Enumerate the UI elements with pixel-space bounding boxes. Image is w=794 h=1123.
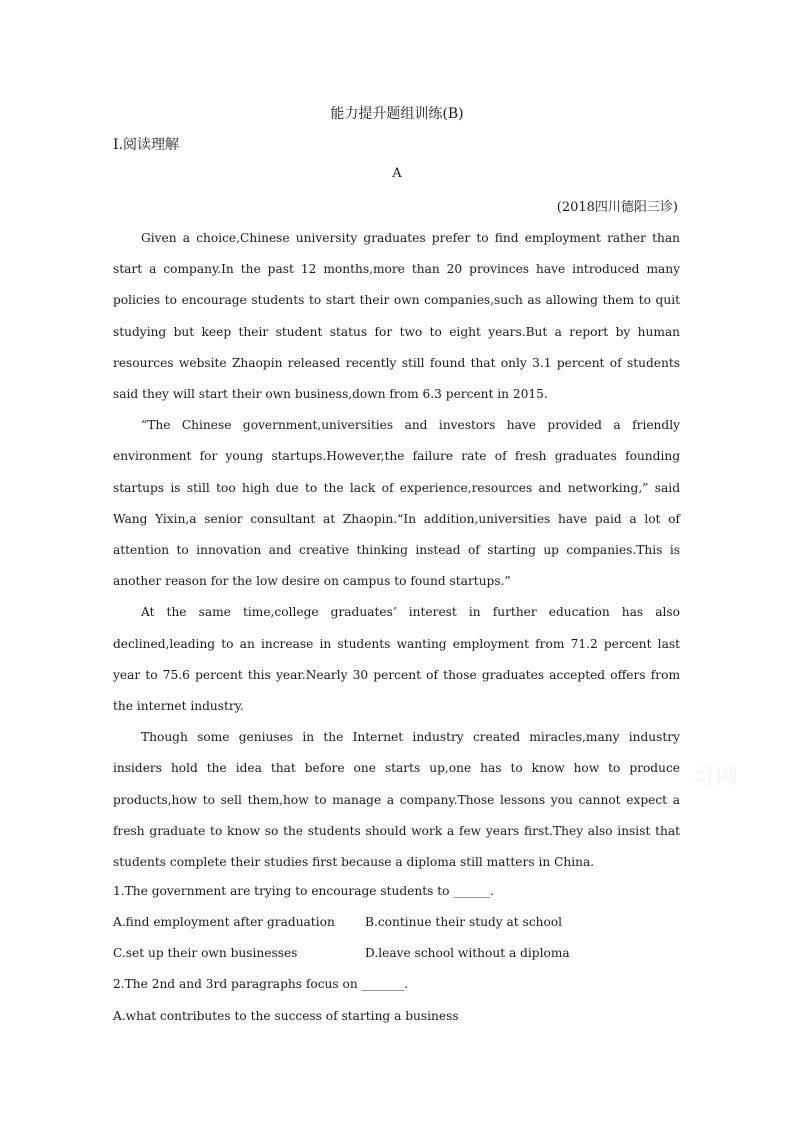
watermark: 习网 [692,765,741,790]
source-citation: (2018四川德阳三诊) [556,200,678,215]
question-2-option-a: A.what contributes to the success of starting a business [113,1009,459,1023]
question-1-option-b: B.continue their study at school [365,915,563,929]
question-1-option-d: D.leave school without a diploma [365,946,570,960]
passage-label: A [392,166,402,181]
question-1-option-c: C.set up their own businesses [113,946,298,960]
paragraph-1: Given a choice,Chinese university graduates prefer to find employment rather than start a company.In the past 12 months,more than 20 provinces have introduced many policies to encourage students to start their own companies,such as allowing them to quit studying but keep their student status for two to eight years.But a report by human resources website Zhaopin released recently still found that only 3.1 percent of students said they will start their own business,down from 6.3 percent in 2015. [113,231,680,402]
question-1-option-a: A.find employment after graduation [113,915,335,929]
paragraph-3: At the same time,college graduates’ interest in further education has also declined,leading to an increase in students wanting employment from 71.2 percent last year to 75.6 percent this year.Nearly 30 percent of those graduates accepted offers from the internet industry. [113,605,680,714]
paragraph-4: Though some geniuses in the Internet industry created miracles,many industry insiders hold the idea that before one starts up,one has to know how to produce products,how to sell them,how to manage a company.Those lessons you cannot expect a fresh graduate to know so the students should work a few years first.They also insist that students complete their studies first because a diploma still matters in China. [113,730,680,870]
question-1-stem: 1.The government are trying to encourage students to ______. [113,884,494,898]
passage-body [113,223,680,878]
question-2-stem: 2.The 2nd and 3rd paragraphs focus on _______. [113,977,409,991]
section-heading: Ⅰ.阅读理解 [113,137,179,153]
paragraph-2: “The Chinese government,universities and investors have provided a friendly environment for young startups.However,the failure rate of fresh graduates founding startups is still too high due to the lack of experience,resources and networking,” said Wang Yixin,a senior consultant at Zhaopin.“In addition,universities have paid a lot of attention to innovation and creative thinking instead of starting up companies.This is another reason for the low desire on campus to found startups.” [113,418,680,589]
page-title: 能力提升题组训练(B) [330,106,464,122]
